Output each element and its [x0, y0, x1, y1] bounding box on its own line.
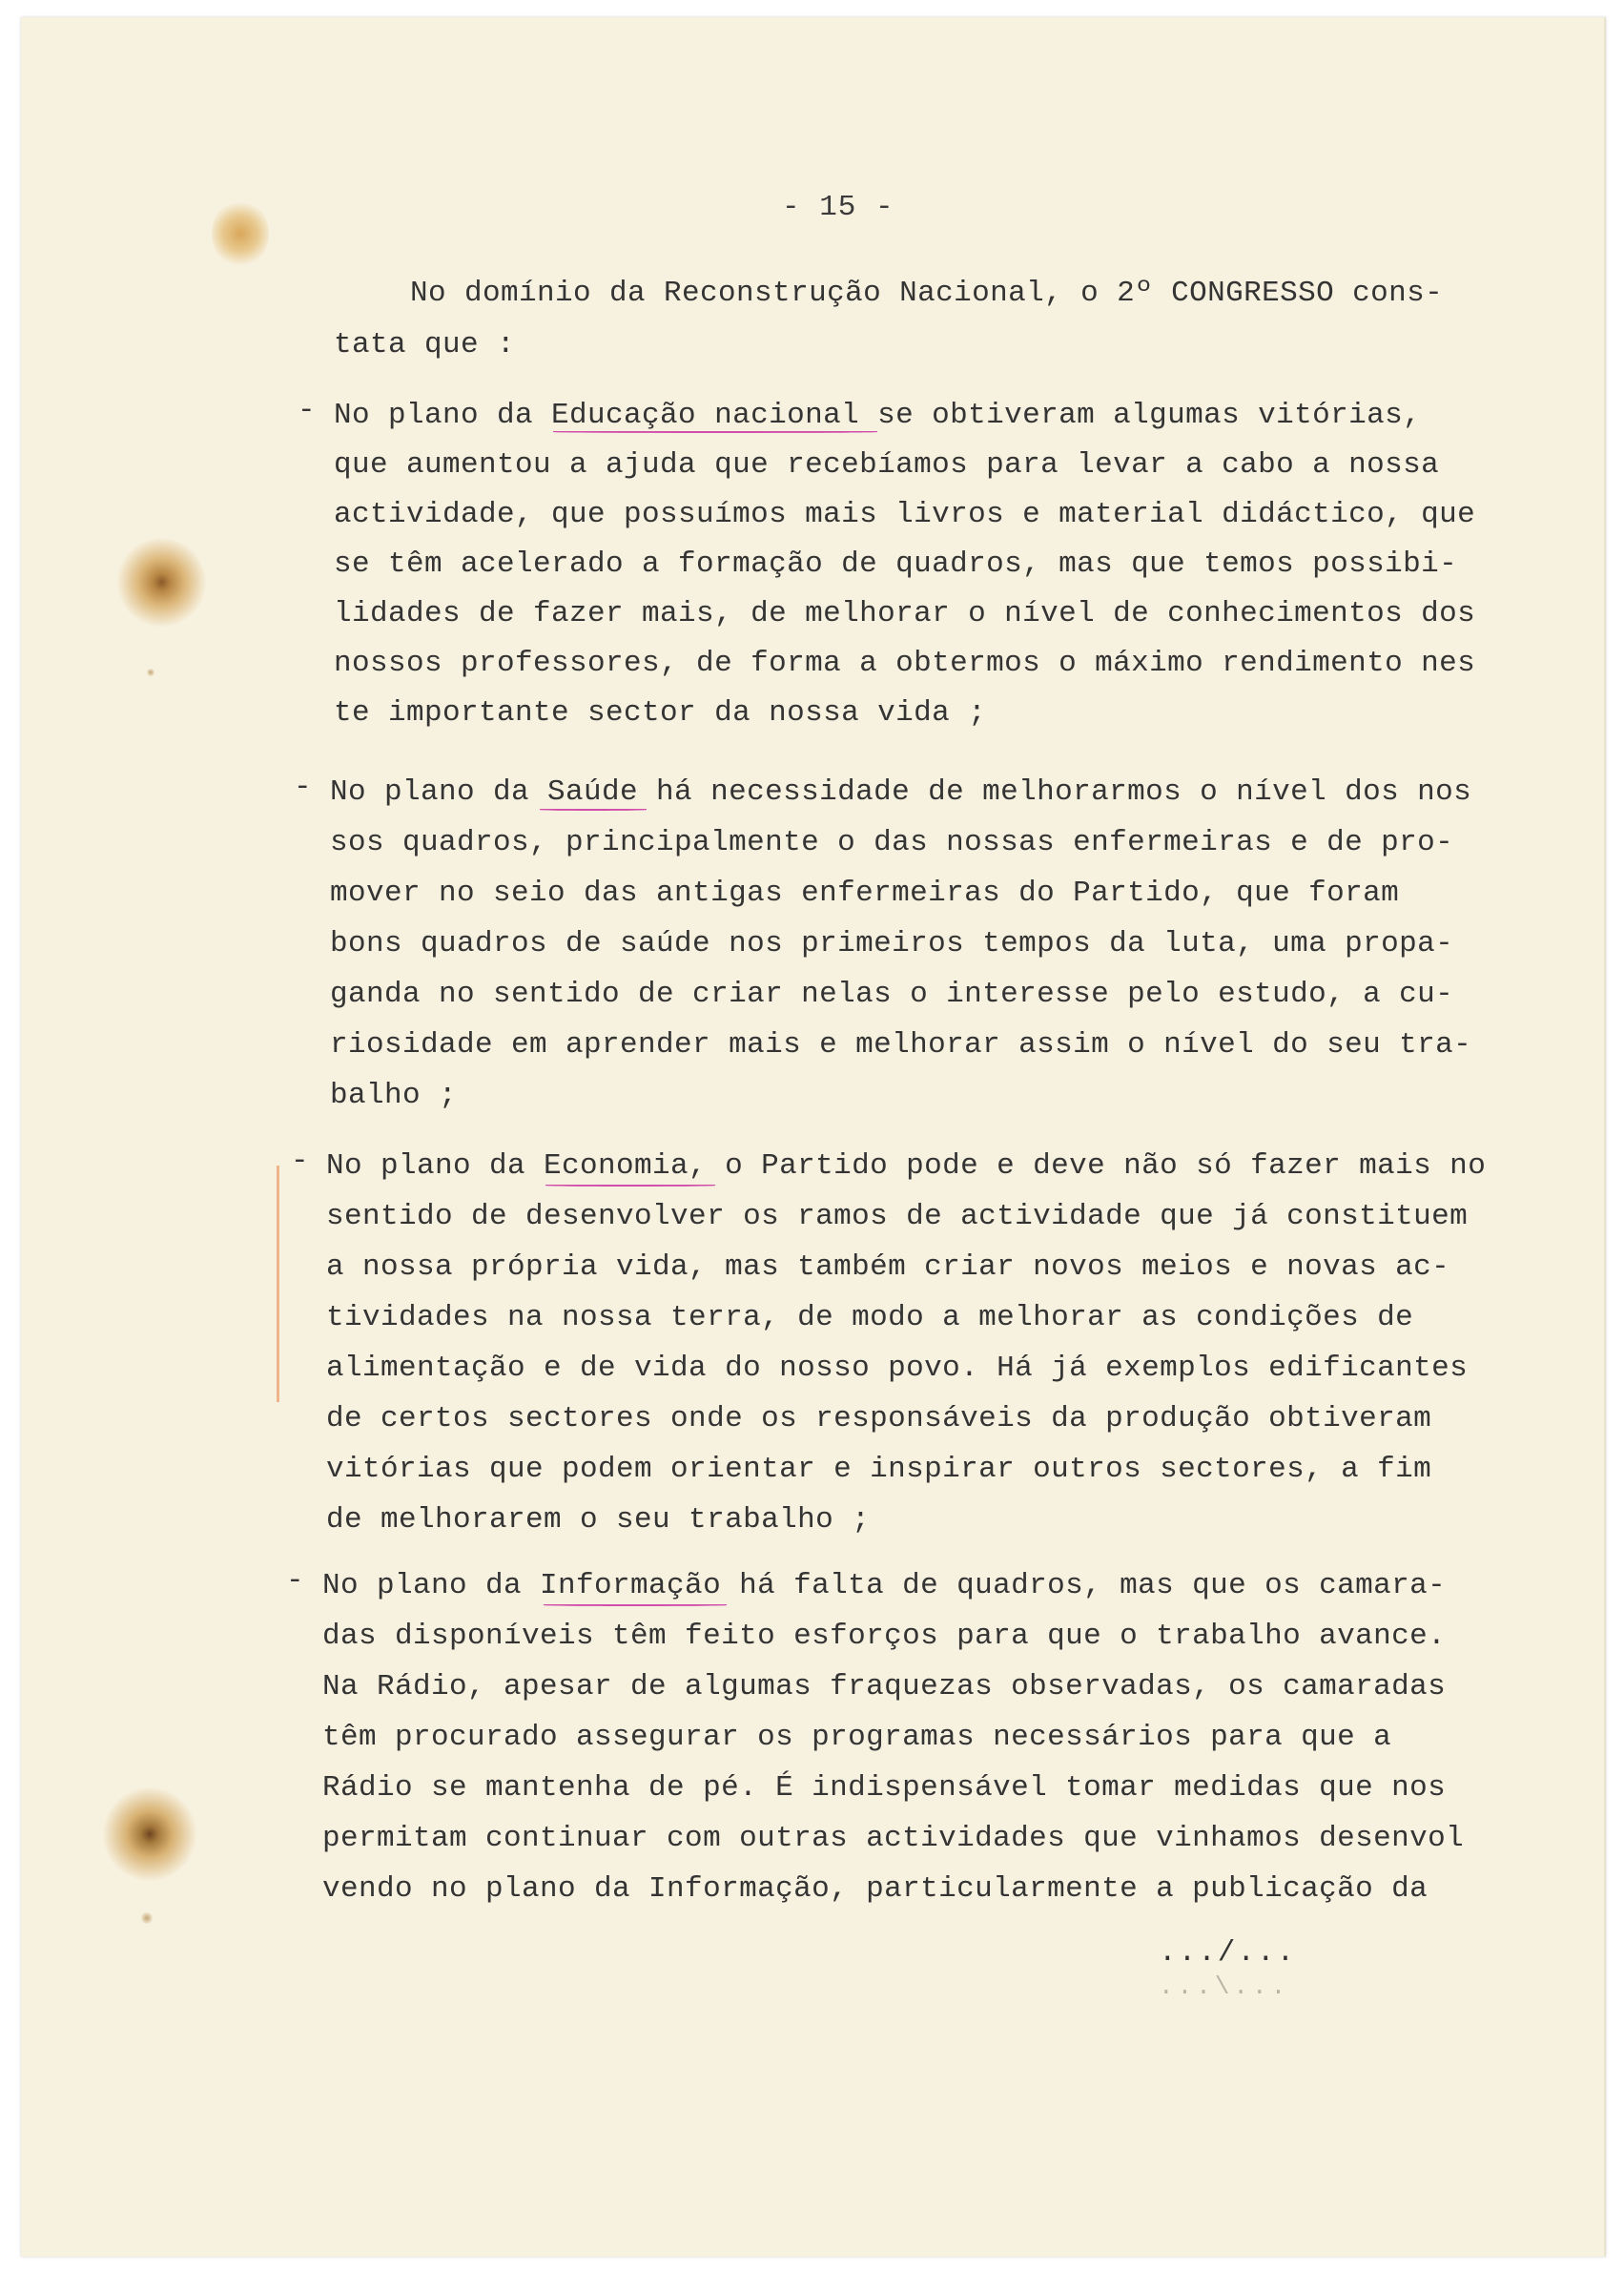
highlight-underline: [553, 431, 877, 433]
bullet-dash: -: [291, 1145, 309, 1178]
intro-line: No domínio da Reconstrução Nacional, o 2º CONGRESSO cons-: [410, 277, 1444, 310]
item-line: Na Rádio, apesar de algumas fraquezas observadas, os camaradas: [322, 1670, 1447, 1703]
item-line: No plano da Saúde há necessidade de melhorarmos o nível dos nos: [330, 775, 1472, 809]
item-line: bons quadros de saúde nos primeiros tempos da luta, uma propa-: [330, 927, 1454, 960]
bullet-dash: -: [298, 394, 316, 427]
highlight-underline: [540, 809, 647, 811]
item-line: sos quadros, principalmente o das nossas enfermeiras e de pro-: [330, 826, 1454, 859]
item-line: te importante sector da nossa vida ;: [334, 696, 987, 730]
stain-mark: [102, 1786, 197, 1882]
stain-mark: [141, 1912, 153, 1924]
stain-mark: [212, 200, 269, 267]
bullet-dash: -: [294, 771, 312, 804]
highlight-underline: [545, 1185, 715, 1187]
item-line: balho ;: [330, 1079, 458, 1112]
intro-line: tata que :: [334, 328, 516, 361]
item-line: se têm acelerado a formação de quadros, mas que temos possibi-: [334, 547, 1458, 581]
item-line: de certos sectores onde os responsáveis da produção obtiveram: [326, 1402, 1432, 1435]
item-line: têm procurado assegurar os programas necessários para que a: [322, 1721, 1392, 1754]
item-line: de melhorarem o seu trabalho ;: [326, 1503, 871, 1537]
item-line: riosidade em aprender mais e melhorar assim o nível do seu tra-: [330, 1028, 1472, 1062]
item-line: vendo no plano da Informação, particularmente a publicação da: [322, 1872, 1429, 1906]
item-line: permitam continuar com outras actividades que vinhamos desenvol: [322, 1822, 1465, 1855]
item-line: nossos professores, de forma a obtermos o máximo rendimento nes: [334, 647, 1476, 680]
item-line: a nossa própria vida, mas também criar novos meios e novas ac-: [326, 1250, 1450, 1284]
stain-mark: [147, 669, 154, 676]
bullet-dash: -: [286, 1564, 304, 1598]
item-line: No plano da Educação nacional se obtiveram algumas vitórias,: [334, 399, 1422, 432]
margin-mark: [277, 1166, 279, 1402]
item-line: No plano da Informação há falta de quadros, mas que os camara-: [322, 1569, 1447, 1602]
item-line: que aumentou a ajuda que recebíamos para levar a cabo a nossa: [334, 448, 1440, 482]
item-line: No plano da Economia, o Partido pode e deve não só fazer mais no: [326, 1149, 1487, 1183]
item-line: mover no seio das antigas enfermeiras do Partido, que foram: [330, 877, 1400, 910]
show-through-mark: ...\...: [1159, 1972, 1290, 2001]
item-line: das disponíveis têm feito esforços para que o trabalho avance.: [322, 1620, 1447, 1653]
item-line: tividades na nossa terra, de modo a melhorar as condições de: [326, 1301, 1414, 1334]
page-number: - 15 -: [782, 191, 894, 224]
document-page: [21, 17, 1606, 2257]
highlight-underline: [544, 1604, 727, 1606]
item-line: lidades de fazer mais, de melhorar o nível de conhecimentos dos: [334, 597, 1476, 630]
item-line: sentido de desenvolver os ramos de actividade que já constituem: [326, 1200, 1469, 1233]
item-line: alimentação e de vida do nosso povo. Há já exemplos edificantes: [326, 1352, 1469, 1385]
item-line: Rádio se mantenha de pé. É indispensável tomar medidas que nos: [322, 1771, 1447, 1805]
item-line: vitórias que podem orientar e inspirar outros sectores, a fim: [326, 1453, 1432, 1486]
continuation-mark: .../...: [1159, 1936, 1297, 1970]
item-line: actividade, que possuímos mais livros e material didáctico, que: [334, 498, 1476, 531]
stain-mark: [116, 537, 207, 628]
item-line: ganda no sentido de criar nelas o interesse pelo estudo, a cu-: [330, 978, 1454, 1011]
